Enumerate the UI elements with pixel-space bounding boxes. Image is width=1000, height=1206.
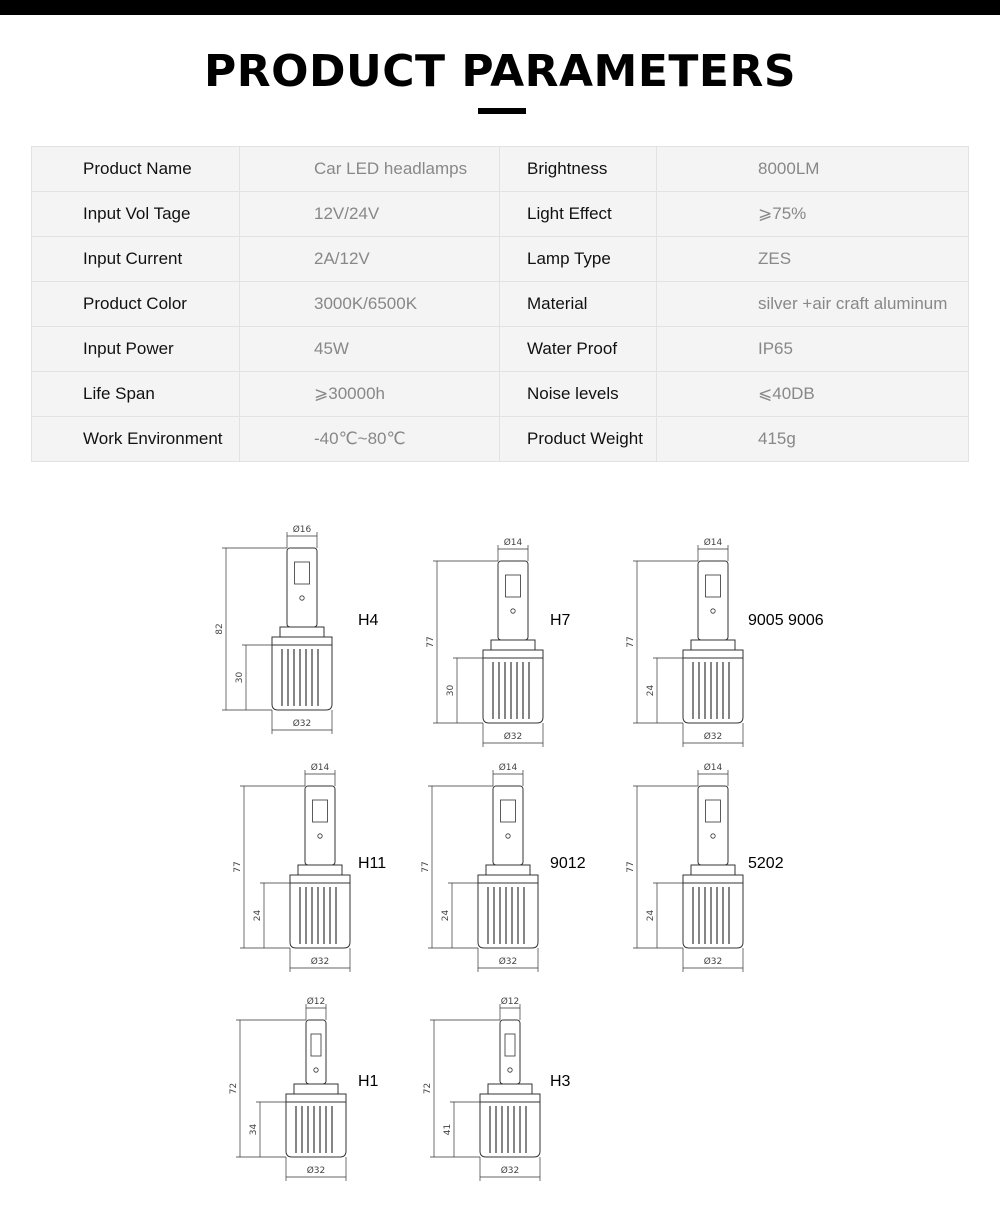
param-name: Product Weight [500,417,657,462]
bulb-outline [423,533,563,753]
led-head [498,561,528,640]
bulb-drawing [623,758,763,978]
param-name: Product Color [32,282,240,327]
socket-collar [691,865,735,875]
bulb-drawing [623,533,763,753]
height-dimension: 82 [215,623,225,635]
parameter-row [32,237,969,282]
param-name: Work Environment [32,417,240,462]
param-name: Life Span [32,372,240,417]
neck-diameter: Ø14 [498,763,518,773]
base-diameter: Ø32 [292,719,312,729]
parameter-row [32,282,969,327]
led-head [500,1020,520,1084]
param-value: 12V/24V [240,192,500,237]
param-name: Input Power [32,327,240,372]
socket-collar [488,1084,532,1094]
param-name: Brightness [500,147,657,192]
parameter-row [32,372,969,417]
heat-sink [286,1102,346,1157]
bulb-model-label: H7 [550,612,571,629]
height-dimension: 77 [626,861,636,873]
bulb-model-label: 5202 [748,855,784,872]
heat-sink [683,883,743,948]
neck-diameter: Ø16 [292,525,312,535]
bulb-model-label: H4 [358,612,379,629]
height-dimension: 77 [233,861,243,873]
bulb-drawing [226,992,366,1187]
bulb-outline [420,992,560,1187]
param-name: Material [500,282,657,327]
bulb-drawing [212,520,352,740]
base-diameter: Ø32 [703,957,723,967]
param-value: 45W [240,327,500,372]
heat-sink [480,1102,540,1157]
bulb-model-label: 9012 [550,855,586,872]
led-head [306,1020,326,1084]
led-head [698,786,728,865]
lower-dimension: 24 [646,684,656,697]
bulb-drawing [418,758,558,978]
bulb-outline [212,520,352,740]
base-diameter: Ø32 [310,957,330,967]
lower-dimension: 30 [446,684,456,697]
bulb-outline [418,758,558,978]
base-diameter: Ø32 [500,1166,520,1176]
bulb-outline [226,992,366,1187]
heat-sink [290,883,350,948]
lower-dimension: 24 [441,909,451,922]
parameter-row [32,417,969,462]
neck-diameter: Ø14 [703,538,723,548]
neck-diameter: Ø14 [503,538,523,548]
bulb-model-label: H11 [358,855,387,872]
param-name: Product Name [32,147,240,192]
param-value: ⩾75% [657,192,969,237]
led-head [493,786,523,865]
page-title: PRODUCT PARAMETERS [203,46,797,97]
bulb-drawing [423,533,563,753]
parameter-row [32,192,969,237]
height-dimension: 77 [626,636,636,648]
lower-dimension: 30 [235,671,245,684]
param-value: ⩽40DB [657,372,969,417]
param-value: 2A/12V [240,237,500,282]
param-name: Noise levels [500,372,657,417]
param-value: 415g [657,417,969,462]
socket-collar [691,640,735,650]
lower-dimension: 24 [646,909,656,922]
socket-collar [491,640,535,650]
top-bar [0,0,1000,15]
bulb-outline [623,533,763,753]
base-diameter: Ø32 [503,732,523,742]
socket-collar [294,1084,338,1094]
param-name: Lamp Type [500,237,657,282]
param-name: Input Current [32,237,240,282]
heat-sink [272,645,332,710]
bulb-outline [230,758,370,978]
param-value: ⩾30000h [240,372,500,417]
neck-diameter: Ø14 [310,763,330,773]
parameter-row [32,147,969,192]
neck-diameter: Ø14 [703,763,723,773]
bulb-outline [623,758,763,978]
param-name: Light Effect [500,192,657,237]
base-diameter: Ø32 [306,1166,326,1176]
led-head [698,561,728,640]
height-dimension: 72 [423,1082,433,1095]
socket-collar [486,865,530,875]
base-diameter: Ø32 [498,957,518,967]
heat-sink [683,658,743,723]
height-dimension: 72 [229,1082,239,1095]
param-value: Car LED headlamps [240,147,500,192]
param-value: silver +air craft aluminum [657,282,969,327]
param-value: ZES [657,237,969,282]
bulb-drawing [420,992,560,1187]
height-dimension: 77 [426,636,436,648]
bulb-model-label: 9005 9006 [748,612,824,629]
parameter-row [32,327,969,372]
neck-diameter: Ø12 [500,997,520,1007]
param-value: IP65 [657,327,969,372]
parameters-table [31,146,969,462]
base-diameter: Ø32 [703,732,723,742]
neck-diameter: Ø12 [306,997,326,1007]
height-dimension: 77 [421,861,431,873]
param-name: Input Vol Tage [32,192,240,237]
socket-collar [298,865,342,875]
param-value: 8000LM [657,147,969,192]
led-head [287,548,317,627]
title-underline [478,108,526,114]
param-value: -40℃~80℃ [240,417,500,462]
lower-dimension: 24 [253,909,263,922]
param-value: 3000K/6500K [240,282,500,327]
socket-collar [280,627,324,637]
bulb-model-label: H3 [550,1073,571,1090]
lower-dimension: 34 [249,1123,259,1136]
lower-dimension: 41 [443,1123,453,1136]
heat-sink [483,658,543,723]
led-head [305,786,335,865]
heat-sink [478,883,538,948]
param-name: Water Proof [500,327,657,372]
bulb-model-label: H1 [358,1073,379,1090]
bulb-drawing [230,758,370,978]
